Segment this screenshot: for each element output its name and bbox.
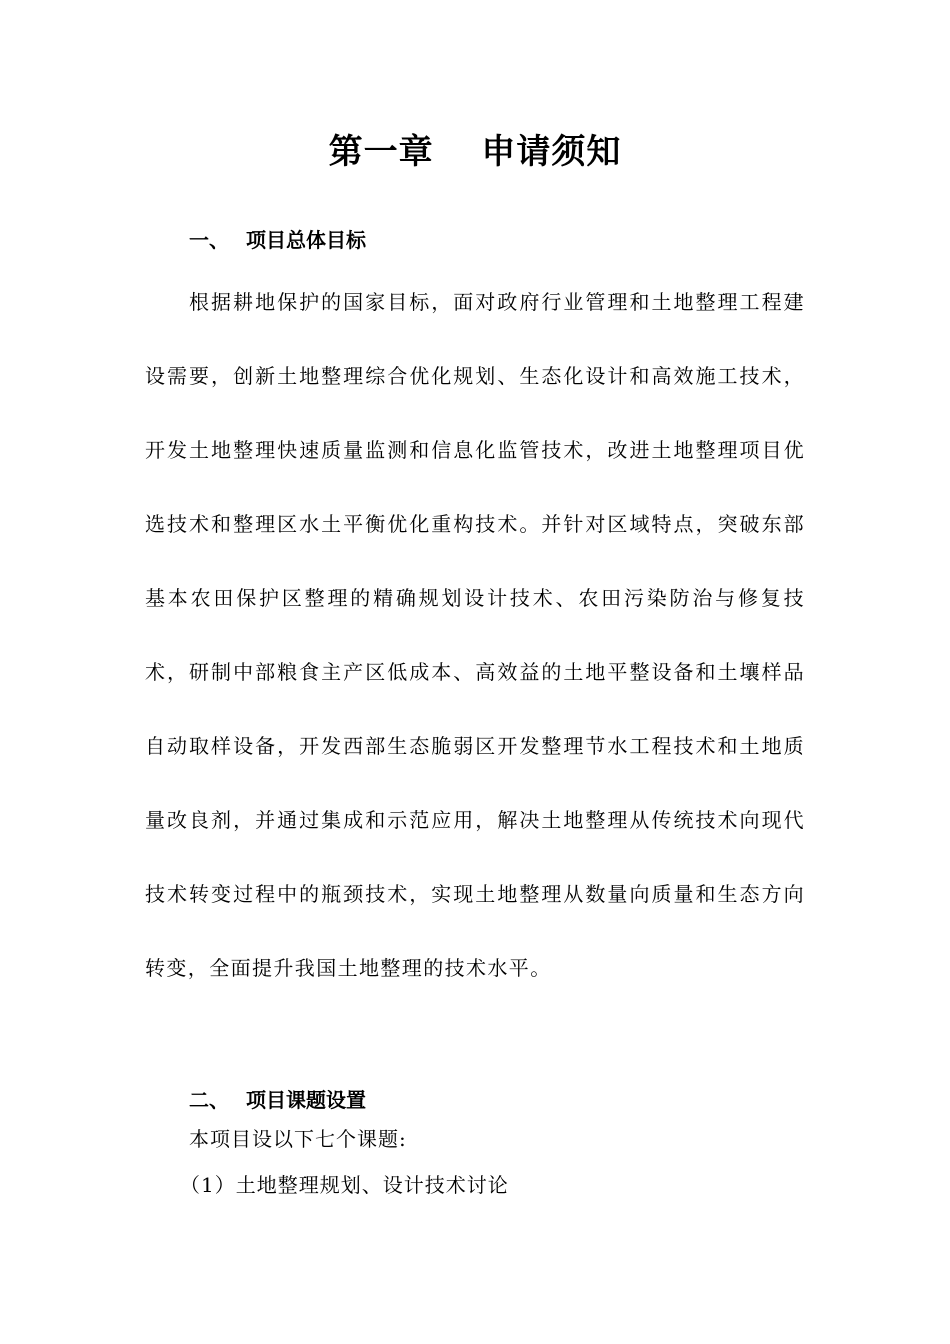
chapter-title: 第一章 申请须知 [328, 132, 622, 172]
section-heading-2 [189, 1085, 366, 1115]
section-title-1: 项目总体目标 [246, 228, 366, 252]
section-2-intro: 本项目设以下七个课题: [189, 1127, 407, 1151]
section-heading-1 [189, 225, 366, 255]
section-number-2: 二、 [189, 1088, 229, 1112]
section-title-2: 项目课题设置 [246, 1088, 366, 1112]
section-1-paragraph: 根据耕地保护的国家目标，面对政府行业管理和土地整理工程建设需要，创新土地整理综合优化规划、生态化设计和高效施工技术，开发土地整理快速质量监测和信息化监管技术，改进土地整理项目优选技术和整理区水土平衡优化重构技术。并针对区域特点，突破东部基本农田保护区整理的精确规划设计技术、农田污染防治与修复技术，研制中部粮食主产区低成本、高效益的土地平整设备和土壤样品自动取样设备，开发西部生态脆弱区开发整理节水工程技术和土地质量改良剂，并通过集成和示范应用，解决土地整理从传统技术向现代技术转变过程中的瓶颈技术，实现土地整理从数量向质量和生态方向转变，全面提升我国土地整理的技术水平。 [145, 290, 805, 980]
topic-item: （1）土地整理规划、设计技术讨论 [180, 1173, 509, 1197]
section-number-1: 一、 [189, 228, 229, 252]
